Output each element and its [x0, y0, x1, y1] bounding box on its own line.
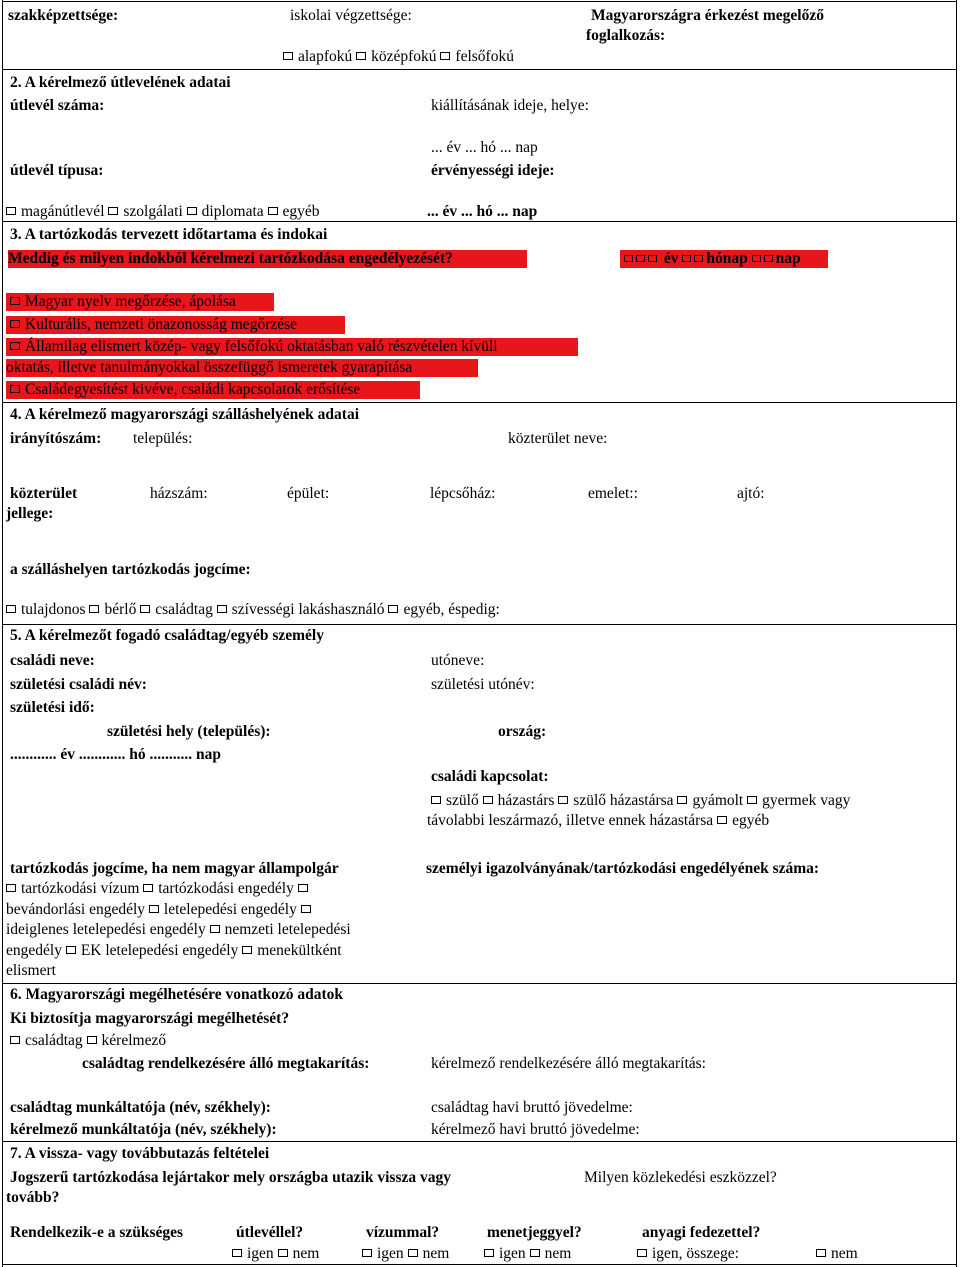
label-kozepfoku: középfokú: [371, 48, 437, 65]
field-iskolai: iskolai végzettsége:: [290, 7, 412, 24]
label-egyeb-lodging: egyéb, éspedig:: [403, 601, 500, 618]
checkbox-anyagi-nem[interactable]: [816, 1249, 826, 1257]
field-munkaltato-csaladtag: családtag munkáltatója (név, székhely):: [10, 1099, 271, 1116]
label-honap: hónap: [706, 250, 748, 267]
label-hazastars: házastárs: [497, 792, 555, 809]
field-hazszam: házszám:: [150, 485, 208, 502]
checkbox-kerelmezo-support[interactable]: [87, 1036, 97, 1044]
checkbox-csaladtag-support[interactable]: [10, 1036, 20, 1044]
relation-options-2: [427, 812, 769, 830]
label-elismert: elismert: [6, 962, 56, 979]
label-tart-engedely: tartózkodási engedély: [158, 880, 294, 897]
anyagi-nem-option: [816, 1245, 858, 1263]
section-3-title: 3. A tartózkodás tervezett időtartama és indokai: [10, 226, 328, 243]
frame-top: [2, 1, 957, 2]
label-szivessegi: szívességi lakáshasználó: [231, 601, 385, 618]
field-szuletesi-utonev: születési utónév:: [431, 676, 535, 693]
label-utlevel-igen: igen: [247, 1245, 274, 1262]
field-kozterulet-neve: közterület neve:: [508, 430, 608, 447]
label-vizum-nem: nem: [422, 1245, 450, 1262]
field-emelet: emelet::: [588, 485, 638, 502]
lodging-options: [6, 601, 500, 619]
checkbox-tulajdonos[interactable]: [6, 605, 16, 613]
duration-boxes: [620, 250, 828, 268]
box-nap-1[interactable]: [752, 255, 761, 262]
field-kiallitas: kiállításának ideje, helye:: [431, 97, 589, 114]
checkbox-szulo[interactable]: [431, 796, 441, 804]
question-orszag: Jogszerű tartózkodása lejártakor mely országba utazik vissza vagy: [10, 1169, 451, 1186]
label-szolgalati: szolgálati: [123, 203, 183, 220]
field-telepules: település:: [133, 430, 193, 447]
checkbox-reason-2[interactable]: [10, 320, 20, 328]
label-egyeb: egyéb: [282, 203, 320, 220]
label-utlevellel: útlevéllel?: [236, 1224, 304, 1241]
field-csaladi-neve: családi neve:: [10, 652, 95, 669]
label-ev: év: [663, 250, 679, 267]
checkbox-bevandorlasi[interactable]: [298, 884, 308, 892]
label-csaladtag: családtag: [155, 601, 213, 618]
checkbox-vizum-igen[interactable]: [362, 1249, 372, 1257]
label-reason-4: Családegyesítést kivéve, családi kapcsolatok erősítése: [25, 381, 361, 398]
section-5-title: 5. A kérelmezőt fogadó családtag/egyéb személy: [10, 627, 324, 644]
label-gyamolt: gyámolt: [692, 792, 744, 809]
checkbox-nemzeti[interactable]: [210, 925, 220, 933]
field-kapcsolat: családi kapcsolat:: [431, 768, 549, 785]
field-szuletesi-hely: születési hely (település):: [107, 723, 271, 740]
residence-options-4: [6, 942, 342, 960]
label-anyagi-igen: igen, összege:: [652, 1245, 739, 1262]
section-4-title: 4. A kérelmező magyarországi szálláshelyének adatai: [10, 406, 359, 423]
box-ev-2[interactable]: [636, 255, 645, 262]
label-reason-2: Kulturális, nemzeti önazonosság megőrzése: [25, 316, 298, 333]
checkbox-kozepfoku[interactable]: [356, 52, 366, 60]
label-engedely: engedély: [6, 942, 62, 959]
checkbox-utlevel-igen[interactable]: [232, 1249, 242, 1257]
checkbox-vizum-nem[interactable]: [408, 1249, 418, 1257]
reason-3: [6, 338, 578, 356]
field-foglalkozas: foglalkozás:: [586, 27, 666, 44]
passport-type-options: [6, 203, 320, 221]
label-vizum-igen: igen: [377, 1245, 404, 1262]
field-utlevel-szama: útlevél száma:: [10, 97, 105, 114]
divider-s5: [2, 624, 957, 625]
label-kerelmezo-support: kérelmező: [101, 1032, 167, 1049]
label-szulo: szülő: [446, 792, 479, 809]
field-orszag: ország:: [498, 723, 547, 740]
anyagi-igen-option: [637, 1245, 739, 1263]
residence-options-2: [6, 901, 316, 919]
box-ev-3[interactable]: [648, 255, 657, 262]
question-kozlekedesi: Milyen közlekedési eszközzel?: [584, 1169, 777, 1186]
field-megtakaritas-kerelmezo: kérelmező rendelkezésére álló megtakarítás:: [431, 1055, 706, 1072]
utlevel-options: [232, 1245, 319, 1263]
field-jovedelem-csaladtag: családtag havi bruttó jövedelme:: [431, 1099, 633, 1116]
field-jellege: jellege:: [6, 505, 54, 522]
checkbox-vizum[interactable]: [6, 884, 16, 892]
label-berlo: bérlő: [104, 601, 137, 618]
checkbox-berlo[interactable]: [89, 605, 99, 613]
label-reason-3a: Államilag elismert közép- vagy felsőfokú oktatásban való részvételen kívüli: [25, 338, 498, 355]
checkbox-csaladtag[interactable]: [140, 605, 150, 613]
label-menekult: menekültként: [257, 942, 342, 959]
checkbox-szulo-hazastarsa[interactable]: [558, 796, 568, 804]
field-szakkepzettseg: szakképzettsége:: [8, 7, 119, 24]
menetjegy-options: [484, 1245, 571, 1263]
label-utlevel-nem: nem: [292, 1245, 320, 1262]
checkbox-gyamolt[interactable]: [677, 796, 687, 804]
checkbox-ideiglenes[interactable]: [301, 905, 311, 913]
residence-options-3: [6, 921, 351, 939]
label-nap: nap: [775, 250, 801, 267]
question-orszag-2: tovább?: [6, 1189, 60, 1206]
frame-left: [2, 0, 3, 1267]
field-kozterulet: közterület: [10, 485, 78, 502]
reason-4: [6, 381, 420, 399]
field-szuletesi-csaladi: születési családi név:: [10, 676, 147, 693]
label-bevandorlasi: bevándorlási engedély: [6, 901, 146, 918]
label-menetjeggyel: menetjeggyel?: [487, 1224, 582, 1241]
checkbox-hazastars[interactable]: [483, 796, 493, 804]
field-ajto: ajtó:: [737, 485, 765, 502]
field-munkaltato-kerelmezo: kérelmező munkáltatója (név, székhely):: [10, 1121, 277, 1138]
section-2-title: 2. A kérelmező útlevelének adatai: [10, 74, 231, 91]
label-vizum: tartózkodási vízum: [21, 880, 140, 897]
label-menetjegy-nem: nem: [544, 1245, 572, 1262]
field-ervenyessegi: érvényességi ideje:: [431, 162, 555, 179]
label-diplomata: diplomata: [201, 203, 264, 220]
field-jogcim-title: tartózkodás jogcíme, ha nem magyar állampolgár: [10, 860, 339, 877]
label-ek: EK letelepedési engedély: [80, 942, 239, 959]
label-vizummal: vízummal?: [366, 1224, 440, 1241]
field-jovedelem-kerelmezo: kérelmező havi bruttó jövedelme:: [431, 1121, 640, 1138]
section-7-title: 7. A vissza- vagy továbbutazás feltételei: [10, 1145, 270, 1162]
divider-s2: [2, 69, 957, 70]
checkbox-anyagi-igen[interactable]: [637, 1249, 647, 1257]
date-ervenyesseg: ... év ... hó ... nap: [427, 203, 538, 220]
box-ev-1[interactable]: [624, 255, 633, 262]
date-szuletes: ............ év ............ hó ........... nap: [10, 746, 221, 763]
label-menetjegy-igen: igen: [499, 1245, 526, 1262]
checkbox-letelepedesi[interactable]: [149, 905, 159, 913]
field-iranyitoszam: irányítószám:: [10, 430, 102, 447]
checkbox-szolgalati[interactable]: [108, 207, 118, 215]
question-duration: Meddig és milyen indokból kérelmezi tartózkodása engedélyezését?: [8, 250, 527, 268]
relation-options-1: [431, 792, 850, 810]
divider-s7: [2, 1141, 957, 1142]
label-alapfoku: alapfokú: [298, 48, 353, 65]
checkbox-tart-engedely[interactable]: [143, 884, 153, 892]
checkbox-egyeb-lodging[interactable]: [388, 605, 398, 613]
checkbox-gyermek[interactable]: [747, 796, 757, 804]
checkbox-menetjegy-igen[interactable]: [484, 1249, 494, 1257]
divider-s3: [2, 221, 957, 222]
field-szuletesi-ido: születési idő:: [10, 699, 95, 716]
support-options: [10, 1032, 166, 1050]
label-letelepedesi: letelepedési engedély: [163, 901, 297, 918]
education-options: [283, 48, 514, 66]
box-nap-2[interactable]: [764, 255, 773, 262]
field-lepcsohaz: lépcsőház:: [430, 485, 496, 502]
checkbox-ek[interactable]: [66, 946, 76, 954]
label-maganutlevel: magánútlevél: [21, 203, 105, 220]
checkbox-egyeb[interactable]: [268, 207, 278, 215]
label-csaladtag-support: családtag: [25, 1032, 83, 1049]
checkbox-reason-4[interactable]: [10, 385, 20, 393]
label-nemzeti: nemzeti letelepedési: [224, 921, 351, 938]
question-megelhetes: Ki biztosítja magyarországi megélhetését?: [10, 1010, 290, 1027]
section-6-title: 6. Magyarországi megélhetésére vonatkozó adatok: [10, 986, 344, 1003]
divider-s6: [2, 983, 957, 984]
checkbox-menekult[interactable]: [242, 946, 252, 954]
reason-2: [6, 316, 345, 334]
field-magyarorszagra: Magyarországra érkezést megelőző: [591, 7, 824, 24]
label-ideiglenes: ideiglenes letelepedési engedély: [6, 921, 206, 938]
reason-3b: oktatás, illetve tanulmányokkal összefüggő ismeretek gyarapítása: [6, 359, 478, 377]
label-gyermek: gyermek vagy: [762, 792, 851, 809]
checkbox-szivessegi[interactable]: [217, 605, 227, 613]
checkbox-felsofoku[interactable]: [440, 52, 450, 60]
checkbox-menetjegy-nem[interactable]: [530, 1249, 540, 1257]
vizum-options: [362, 1245, 449, 1263]
checkbox-maganutlevel[interactable]: [6, 207, 16, 215]
checkbox-reason-3[interactable]: [10, 342, 20, 350]
question-rendelkezik: Rendelkezik-e a szükséges: [10, 1224, 184, 1241]
divider-s4: [2, 402, 957, 403]
box-honap-2[interactable]: [694, 255, 703, 262]
field-epulet: épület:: [287, 485, 330, 502]
frame-right: [956, 0, 957, 1267]
checkbox-diplomata[interactable]: [187, 207, 197, 215]
field-jogcim: a szálláshelyen tartózkodás jogcíme:: [10, 561, 251, 578]
reason-1: [6, 293, 274, 311]
label-anyagi: anyagi fedezettel?: [642, 1224, 761, 1241]
checkbox-utlevel-nem[interactable]: [278, 1249, 288, 1257]
label-anyagi-nem: nem: [831, 1245, 858, 1262]
checkbox-reason-1[interactable]: [10, 297, 20, 305]
field-megtakaritas-csaladtag: családtag rendelkezésére álló megtakarítás:: [82, 1055, 370, 1072]
checkbox-egyeb-rel[interactable]: [717, 816, 727, 824]
field-utoneve: utóneve:: [431, 652, 485, 669]
label-tavolabbi: távolabbi leszármazó, illetve ennek házastársa: [427, 812, 714, 829]
field-igazolvany: személyi igazolványának/tartózkodási engedélyének száma:: [426, 860, 820, 877]
label-egyeb-rel: egyéb: [732, 812, 770, 829]
label-szulo-hazastarsa: szülő házastársa: [573, 792, 674, 809]
field-utlevel-tipusa: útlevél típusa:: [10, 162, 104, 179]
frame-bottom: [2, 1264, 957, 1265]
checkbox-alapfoku[interactable]: [283, 52, 293, 60]
date-kiallitas: ... év ... hó ... nap: [431, 139, 538, 156]
label-reason-1: Magyar nyelv megőrzése, ápolása: [25, 293, 236, 310]
residence-options-1: [6, 880, 313, 898]
label-felsofoku: felsőfokú: [455, 48, 514, 65]
label-tulajdonos: tulajdonos: [21, 601, 86, 618]
box-honap-1[interactable]: [682, 255, 691, 262]
